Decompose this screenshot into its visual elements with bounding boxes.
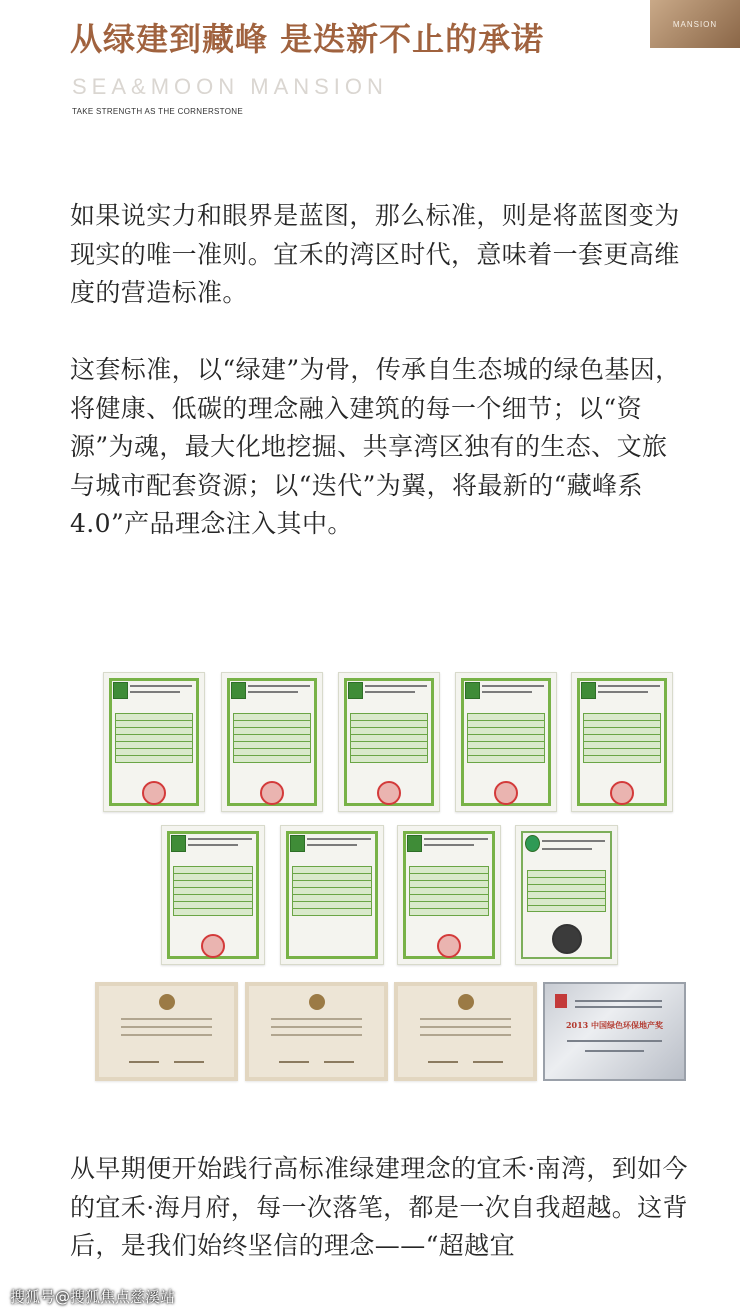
- headline: 从绿建到藏峰 是迭新不止的承诺: [70, 20, 545, 58]
- green-real-estate-award: [543, 982, 686, 1081]
- green-building-certificate: [103, 672, 205, 812]
- gold-award-certificate: [394, 982, 537, 1081]
- green-building-certificate: [397, 825, 501, 965]
- paragraph-2: 这套标准，以“绿建”为骨，传承自生态城的绿色基因，将健康、低碳的理念融入建筑的每一个细节；以“资源”为魂，最大化地挖掘、共享湾区独有的生态、文旅与城市配套资源；以“迭代”为翼，将最新的“藏峰系4.0”产品理念注入其中。: [70, 355, 681, 538]
- green-building-certificate: [455, 672, 557, 812]
- gold-award-certificate: [95, 982, 238, 1081]
- paragraph-3: 从早期便开始践行高标准绿建理念的宜禾·南湾，到如今的宜禾·海月府，每一次落笔，都是一次自我超越。这背后，是我们始终坚信的理念——“超越宜: [70, 1154, 688, 1260]
- badge-label: MANSION: [672, 19, 718, 29]
- green-building-certificate: [221, 672, 323, 812]
- paragraph-1: 如果说实力和眼界是蓝图，那么标准，则是将蓝图变为现实的唯一准则。宜禾的湾区时代，意味着一套更高维度的营造标准。: [70, 201, 680, 307]
- mansion-badge: [650, 0, 740, 48]
- gold-award-certificate: [245, 982, 388, 1081]
- green-building-certificate: [280, 825, 384, 965]
- green-building-certificate: [571, 672, 673, 812]
- english-tagline: TAKE STRENGTH AS THE CORNERSTONE: [72, 107, 243, 116]
- english-subtitle: SEA&MOON MANSION: [72, 74, 388, 99]
- watermark: 搜狐号@搜狐焦点慈溪站: [10, 1288, 176, 1306]
- green-building-certificate: [161, 825, 265, 965]
- green-building-certificate: [338, 672, 440, 812]
- green-building-certificate: [515, 825, 618, 965]
- award-caption: 2013 中国绿色环保地产奖: [565, 1020, 664, 1030]
